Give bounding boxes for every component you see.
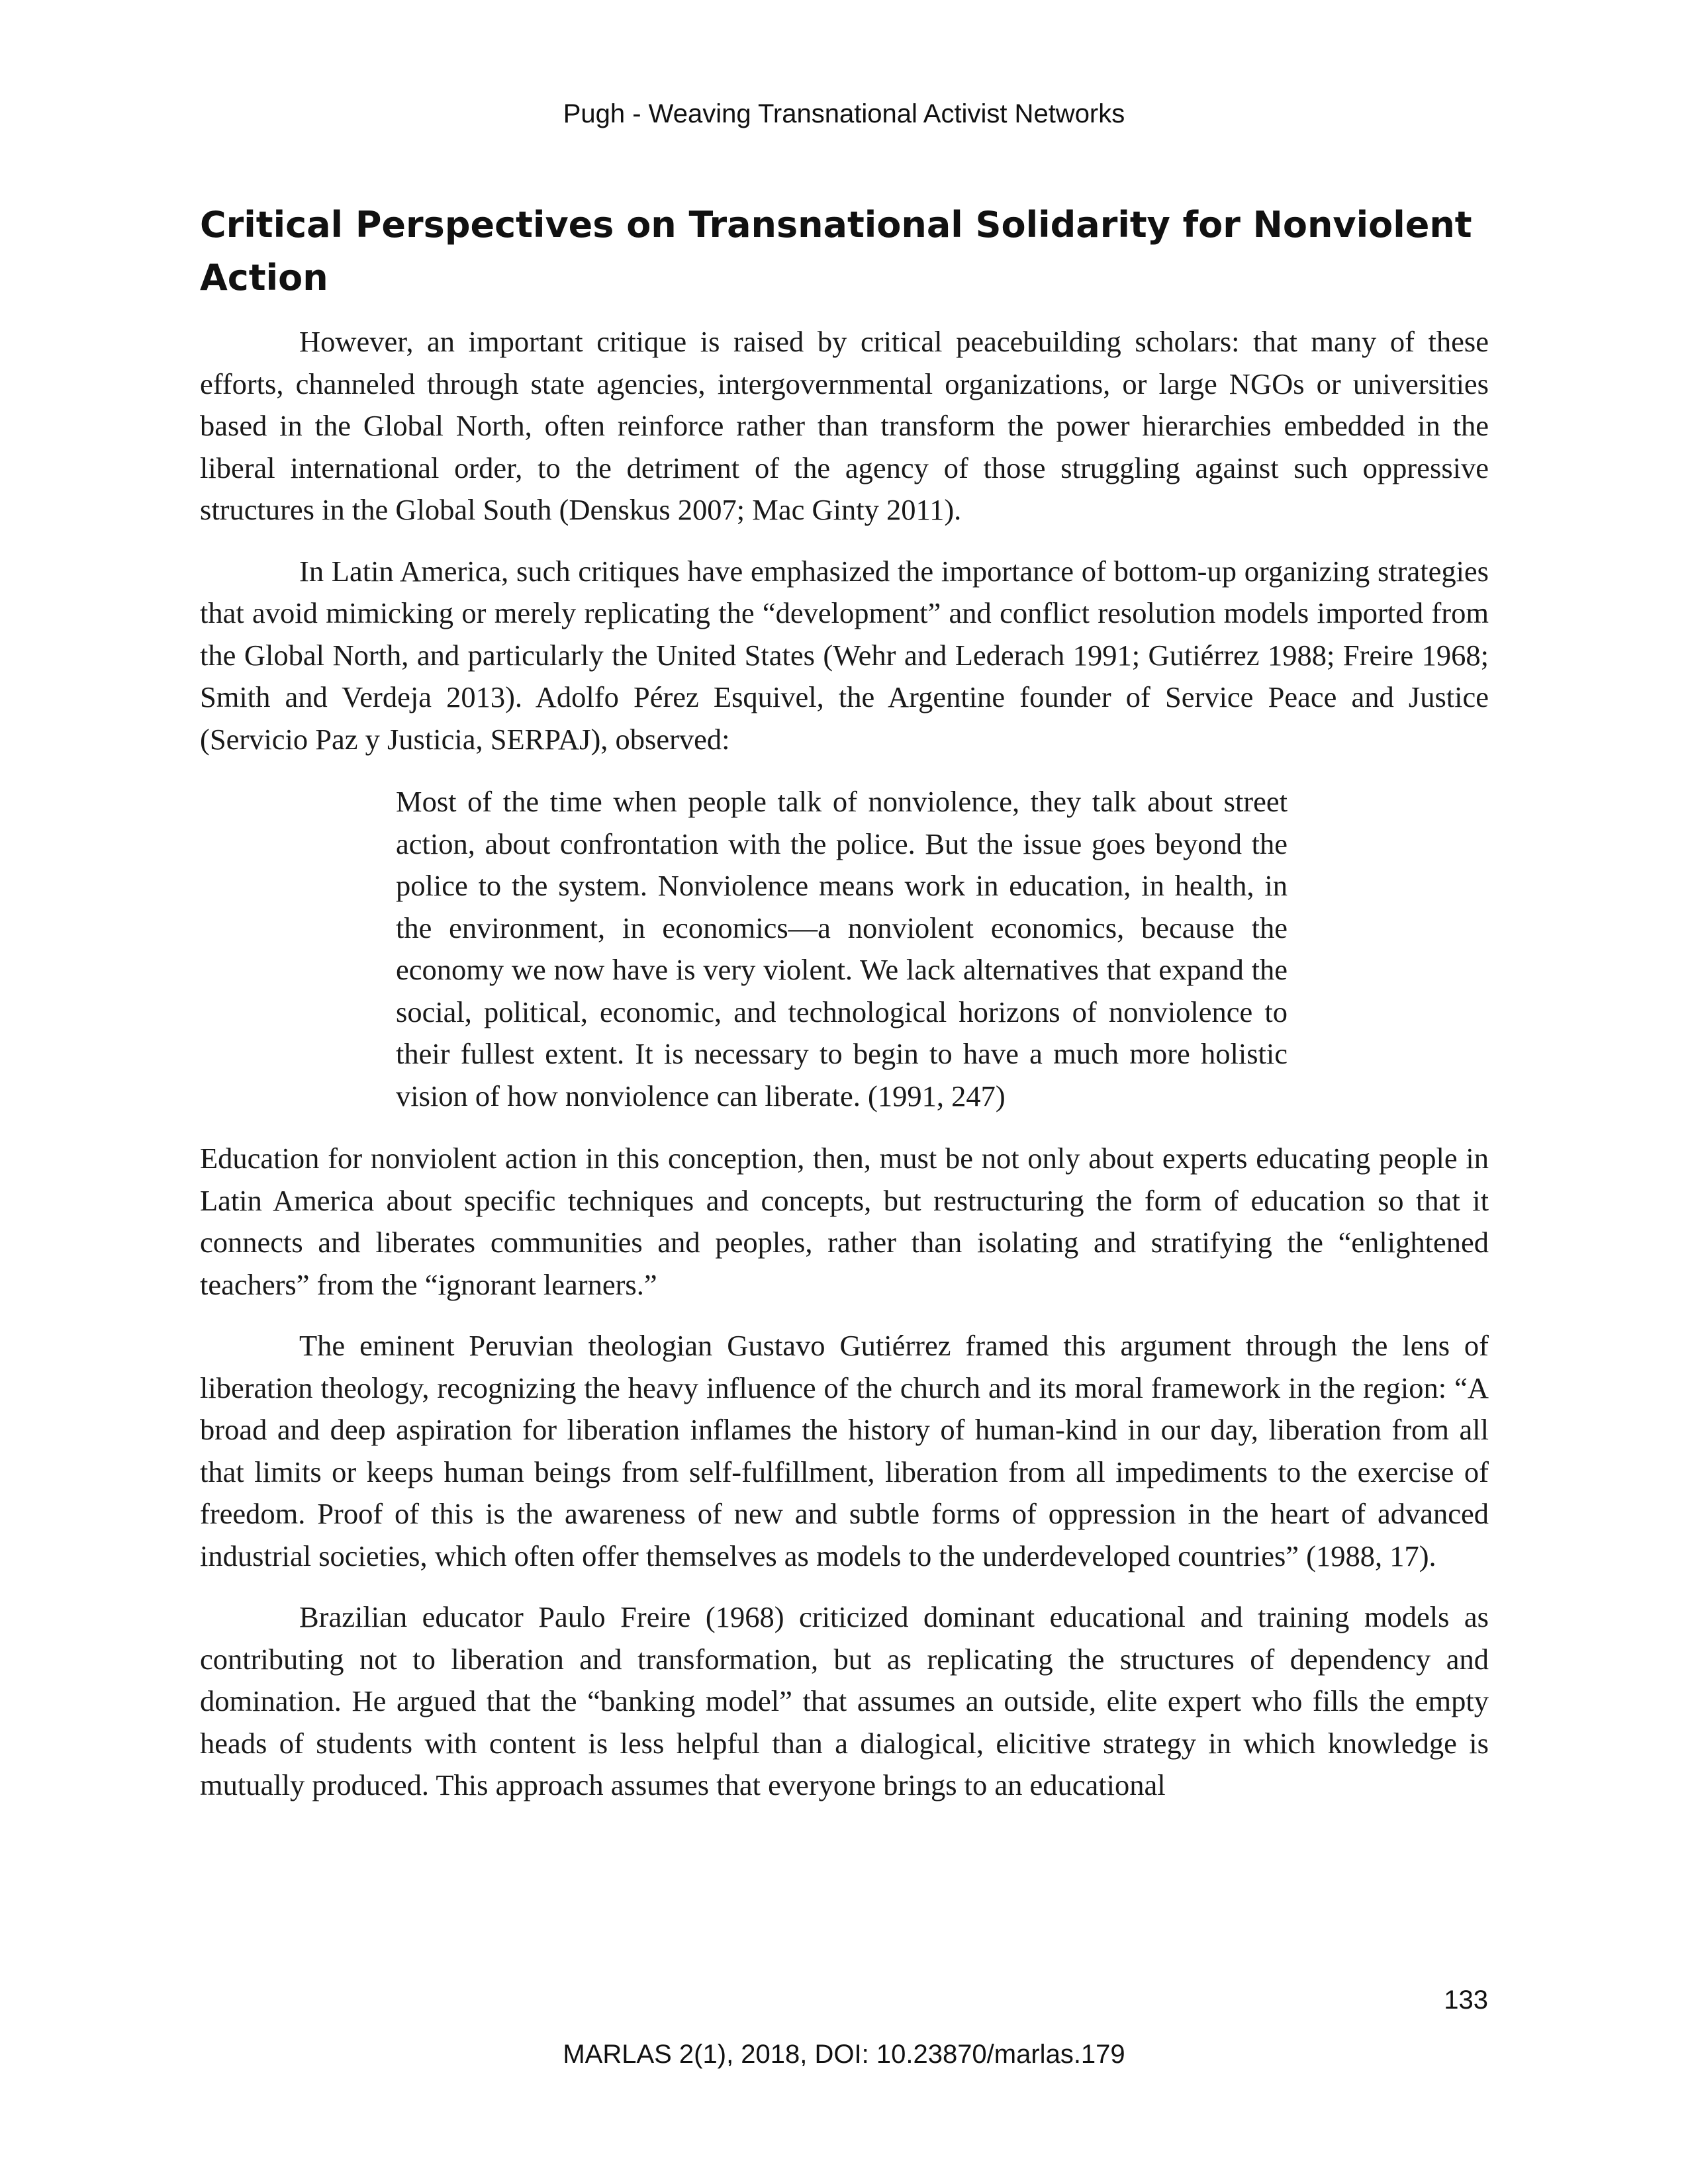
paragraph-education: Education for nonviolent action in this conception, then, must be not only about experts educating people in Latin America about specific techniques and concepts, but restructuring the form of education so that it connects and liberates communities and peoples, rather than isolating and stratifying the “enlightened teachers” from the “ignorant learners.” [200,1142,1489,1301]
paragraph-latin-america: In Latin America, such critiques have emphasized the importance of bottom-up organizing strategies that avoid mimicking or merely replicating the “development” and conflict resolution models imported from the Global North, and particularly the United States (Wehr and Lederach 1991; Gutiérrez 1988; Freire 1968; Smith and Verdeja 2013). Adolfo Pérez Esquivel, the Argentine founder of Service Peace and Justice (Servicio Paz y Justicia, SERPAJ), observed: [200,554,1489,756]
section-heading: Critical Perspectives on Transnational Solidarity for Nonviolent Action [200,204,1472,298]
paragraph-freire: Brazilian educator Paulo Freire (1968) criticized dominant educational and training models as contributing not to liberation and transformation, but as replicating the structures of dependency and domination. He argued that the “banking model” that assumes an outside, elite expert who fills the empty heads of students with content is less helpful than a dialogical, elicitive strategy in which knowledge is mutually produced. This approach assumes that everyone brings to an educational [200,1600,1489,1801]
article-body [200,321,1489,1807]
block-quote-esquivel: Most of the time when people talk of nonviolence, they talk about street action, about confrontation with the police. But the issue goes beyond the police to the system. Nonviolence means work in education, in health, in the environment, in economics—a nonviolent economics, because the economy we now have is very violent. We lack alternatives that expand the social, political, economic, and technological horizons of nonviolence to their fullest extent. It is necessary to begin to have a much more holistic vision of how nonviolence can liberate. (1991, 247) [396,785,1288,1113]
running-header: Pugh - Weaving Transnational Activist Networks [563,99,1125,128]
footer-citation: MARLAS 2(1), 2018, DOI: 10.23870/marlas.179 [563,2040,1125,2069]
paragraph-gutierrez: The eminent Peruvian theologian Gustavo Gutiérrez framed this argument through the lens of liberation theology, recognizing the heavy influence of the church and its moral framework in the region: “A broad and deep aspiration for liberation inflames the history of human-kind in our day, liberation from all that limits or keeps human beings from self-fulfillment, liberation from all impediments to the exercise of freedom. Proof of this is the awareness of new and subtle forms of oppression in the heart of advanced industrial societies, which often offer themselves as models to the underdeveloped countries” (1988, 17). [200,1329,1489,1572]
page-number: 133 [1444,1985,1488,2015]
paragraph-critique: However, an important critique is raised by critical peacebuilding scholars: that many of these efforts, channeled through state agencies, intergovernmental organizations, or large NGOs or universities based in the Global North, often reinforce rather than transform the power hierarchies embedded in the liberal international order, to the detriment of the agency of those struggling against such oppressive structures in the Global South (Denskus 2007; Mac Ginty 2011). [200,325,1489,526]
